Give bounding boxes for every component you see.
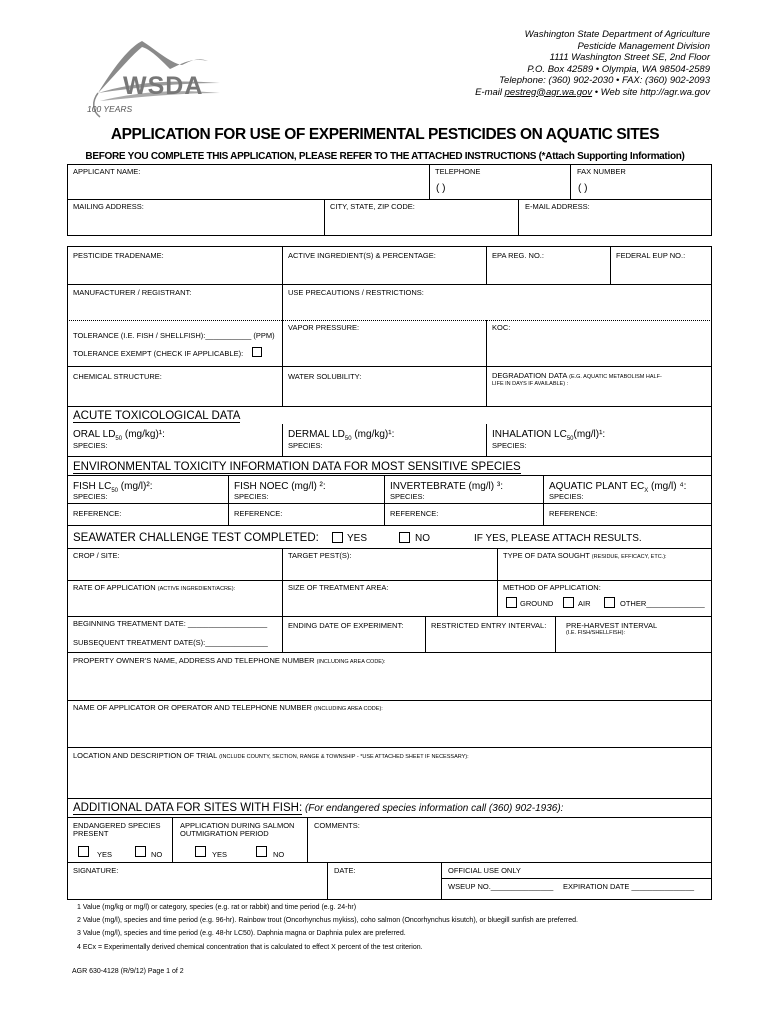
other-checkbox[interactable]: [604, 597, 615, 608]
type-data-label: [503, 551, 667, 562]
plant-reference-label: REFERENCE:: [549, 509, 598, 518]
reentry-label: RESTRICTED ENTRY INTERVAL:: [431, 621, 547, 630]
tolerance-exempt-checkbox[interactable]: [252, 347, 262, 357]
footnote-4: 4 ECx = Experimentally derived chemical concentration that is calculated to effect X percent of the test criterion.: [77, 944, 423, 951]
plant-unit: (mg/l) ⁴:: [648, 481, 687, 492]
during-label-1: APPLICATION DURING SALMON: [180, 821, 295, 830]
invert-reference-label: REFERENCE:: [390, 509, 439, 518]
seawater-no-label: NO: [415, 533, 430, 544]
air-label: AIR: [578, 599, 591, 608]
preharvest-label: PRE-HARVEST INTERVAL: [566, 621, 658, 630]
po-box: P.O. Box 42589 • Olympia, WA 98504-2589: [527, 63, 710, 75]
location-note: (INCLUDE COUNTY, SECTION, RANGE & TOWNSHIP - *USE ATTACHED SHEET IF NECESSARY):: [219, 754, 469, 760]
phone-fax: Telephone: (360) 902-2030 • FAX: (360) 902-2093: [499, 75, 710, 86]
ground-checkbox[interactable]: [506, 597, 517, 608]
footnote-1: 1 Value (mg/kg or mg/l) or category, species (e.g. rat or rabbit) and time period (e.g. 24-hr): [77, 904, 357, 911]
pesticide-tradename-label: PESTICIDE TRADENAME:: [73, 251, 164, 260]
subsequent-date-label: SUBSEQUENT TREATMENT DATE(S):_______________: [73, 638, 268, 647]
city-state-zip-label: CITY, STATE, ZIP CODE:: [330, 202, 415, 211]
degradation-note: (E.G. AQUATIC METABOLISM HALF-: [569, 374, 662, 380]
epa-reg-label: EPA REG. NO.:: [492, 251, 544, 260]
plant-label: AQUATIC PLANT EC: [549, 481, 645, 492]
fish-section-heading: [73, 802, 563, 815]
oral-unit: (mg/kg)¹:: [122, 429, 165, 440]
applicant-name-label: APPLICANT NAME:: [73, 167, 141, 176]
fax-field[interactable]: ( ): [578, 183, 588, 194]
oral-species-label: SPECIES:: [73, 441, 108, 450]
email-prefix: E-mail: [475, 86, 505, 98]
wseup-label: WSEUP NO._______________: [448, 882, 554, 891]
owner-text: PROPERTY OWNER'S NAME, ADDRESS AND TELEPHONE NUMBER: [73, 656, 315, 665]
dermal-species-label: SPECIES:: [288, 441, 323, 450]
koc-label: KOC:: [492, 323, 511, 332]
logo-text: WSDA: [123, 72, 204, 100]
signature-label: SIGNATURE:: [73, 866, 119, 875]
beginning-date-label: BEGINNING TREATMENT DATE: ___________________: [73, 619, 268, 628]
inhal-label: INHALATION LC: [492, 429, 567, 440]
seawater-yes-label: YES: [347, 533, 368, 544]
location-label: [73, 751, 469, 762]
endangered-label-1: ENDANGERED SPECIES: [73, 821, 161, 830]
applicator-text: NAME OF APPLICATOR OR OPERATOR AND TELEPHONE NUMBER: [73, 703, 312, 712]
owner-note: (INCLUDING AREA CODE):: [316, 659, 386, 665]
email-link[interactable]: pestreg@agr.wa.gov: [504, 86, 593, 98]
federal-eup-label: FEDERAL EUP NO.:: [616, 251, 686, 260]
plant-species-label: SPECIES:: [549, 492, 584, 501]
fish-unit: (mg/l)²:: [118, 481, 153, 492]
seawater-no-checkbox[interactable]: [399, 532, 410, 543]
ending-date-label: ENDING DATE OF EXPERIMENT:: [288, 621, 404, 630]
comments-label: COMMENTS:: [314, 821, 360, 830]
agency-name: Washington State Department of Agriculture: [524, 29, 710, 40]
degradation-note-2: LIFE IN DAYS IF AVAILABLE) :: [492, 381, 569, 387]
dermal-unit: (mg/kg)¹:: [351, 429, 395, 440]
plant-sub: X: [644, 488, 649, 494]
website: • Web site http://agr.wa.gov: [592, 86, 710, 98]
seawater-attach-note: IF YES, PLEASE ATTACH RESULTS.: [474, 533, 642, 544]
other-label: OTHER______________: [620, 599, 705, 608]
invertebrate-label: INVERTEBRATE (mg/l) ³:: [390, 481, 503, 492]
tolerance-label: TOLERANCE (I.E. FISH / SHELLFISH):___________ (PPM): [73, 331, 275, 340]
fish-heading-text: ADDITIONAL DATA FOR SITES WITH FISH:: [73, 802, 303, 814]
applicator-note: (INCLUDING AREA CODE):: [314, 706, 383, 712]
email-address-label: E-MAIL ADDRESS:: [525, 202, 590, 211]
acute-tox-heading: [73, 410, 240, 423]
endangered-no-checkbox[interactable]: [135, 846, 146, 857]
crop-site-label: CROP / SITE:: [73, 551, 120, 560]
rate-text: RATE OF APPLICATION: [73, 583, 156, 592]
fish-noec-label: FISH NOEC (mg/l) ²:: [234, 481, 326, 492]
salmon-no-label: NO: [273, 850, 285, 859]
ground-label: GROUND: [520, 599, 554, 608]
seawater-yes-checkbox[interactable]: [332, 532, 343, 543]
seawater-label: SEAWATER CHALLENGE TEST COMPLETED:: [73, 532, 319, 544]
property-owner-label: [73, 656, 385, 667]
use-precautions-label: USE PRECAUTIONS / RESTRICTIONS:: [288, 288, 424, 297]
env-tox-heading-text: ENVIRONMENTAL TOXICITY INFORMATION DATA FOR MOST SENSITIVE SPECIES: [73, 461, 521, 473]
dermal-sub: 50: [344, 436, 352, 442]
official-use-label: OFFICIAL USE ONLY: [448, 866, 521, 875]
telephone-label: TELEPHONE: [435, 167, 481, 176]
fish-heading-note: (For endangered species information call (360) 902-1936):: [302, 803, 564, 814]
telephone-field[interactable]: ( ): [436, 183, 446, 194]
date-label: DATE:: [334, 866, 356, 875]
fish-reference-label: REFERENCE:: [73, 509, 122, 518]
email-web-line: [475, 87, 710, 99]
fish-sub: 50: [111, 488, 119, 494]
oral-label: ORAL LD: [73, 429, 116, 440]
active-ingredient-label: ACTIVE INGREDIENT(S) & PERCENTAGE:: [288, 251, 436, 260]
type-data-text: TYPE OF DATA SOUGHT: [503, 551, 590, 560]
water-solubility-label: WATER SOLUBILITY:: [288, 372, 362, 381]
type-data-note: (RESIDUE, EFFICACY, ETC.):: [591, 554, 667, 560]
form-title: APPLICATION FOR USE OF EXPERIMENTAL PESTICIDES ON AQUATIC SITES: [110, 126, 660, 143]
acute-tox-heading-text: ACUTE TOXICOLOGICAL DATA: [73, 410, 241, 422]
agency-address: [475, 29, 710, 98]
inhal-sub: 50: [566, 436, 574, 442]
manufacturer-label: MANUFACTURER / REGISTRANT:: [73, 288, 192, 297]
inhal-unit: (mg/l)¹:: [573, 429, 606, 440]
fax-label: FAX NUMBER: [577, 167, 626, 176]
rate-application-label: [73, 583, 235, 594]
oral-sub: 50: [115, 436, 123, 442]
logo-years: 100 YEARS: [87, 104, 133, 114]
street-address: 1111 Washington Street SE, 2nd Floor: [549, 52, 710, 63]
during-label-2: OUTMIGRATION PERIOD: [180, 829, 269, 838]
division-name: Pesticide Management Division: [577, 40, 710, 52]
footnote-2: 2 Value (mg/l), species and time period (e.g. 96-hr). Rainbow trout (Oncorhynchus mykiss), coho salmon (Oncorhynchus kisutch), or bluegill sunfish are preferred.: [77, 917, 578, 924]
endangered-yes-label: YES: [97, 850, 113, 859]
invert-species-label: SPECIES:: [390, 492, 425, 501]
fish-label: FISH LC: [73, 481, 112, 492]
expiration-label: EXPIRATION DATE _______________: [563, 882, 695, 891]
method-application-label: METHOD OF APPLICATION:: [503, 583, 601, 592]
chemical-structure-label: CHEMICAL STRUCTURE:: [73, 372, 162, 381]
rate-note: (ACTIVE INGREDIENT/ACRE):: [157, 586, 236, 592]
form-subtitle: BEFORE YOU COMPLETE THIS APPLICATION, PLEASE REFER TO THE ATTACHED INSTRUCTIONS (*Attach Supporting Information): [85, 151, 685, 162]
vapor-pressure-label: VAPOR PRESSURE:: [288, 323, 360, 332]
tolerance-exempt-label: TOLERANCE EXEMPT (CHECK IF APPLICABLE):: [73, 349, 244, 358]
env-tox-heading: [73, 461, 521, 474]
target-pest-label: TARGET PEST(S):: [288, 551, 352, 560]
inhal-species-label: SPECIES:: [492, 441, 527, 450]
preharvest-note: (I.E. FISH/SHELLFISH):: [566, 630, 625, 636]
location-text: LOCATION AND DESCRIPTION OF TRIAL: [73, 751, 218, 760]
endangered-label-2: PRESENT: [73, 829, 109, 838]
salmon-yes-label: YES: [212, 850, 228, 859]
salmon-yes-checkbox[interactable]: [195, 846, 206, 857]
dermal-label: DERMAL LD: [288, 429, 345, 440]
applicator-label: [73, 703, 383, 714]
noec-species-label: SPECIES:: [234, 492, 269, 501]
footnote-3: 3 Value (mg/l), species and time period (e.g. 48-hr LC50). Daphnia magna or Daphnia pulex are preferred.: [77, 930, 406, 937]
salmon-no-checkbox[interactable]: [256, 846, 267, 857]
degradation-text: DEGRADATION DATA: [492, 371, 568, 380]
air-checkbox[interactable]: [563, 597, 574, 608]
endangered-yes-checkbox[interactable]: [78, 846, 89, 857]
endangered-no-label: NO: [151, 850, 163, 859]
noec-reference-label: REFERENCE:: [234, 509, 283, 518]
mailing-address-label: MAILING ADDRESS:: [73, 202, 144, 211]
form-id: AGR 630-4128 (R/9/12) Page 1 of 2: [72, 968, 184, 975]
fish-species-label: SPECIES:: [73, 492, 108, 501]
size-area-label: SIZE OF TREATMENT AREA:: [288, 583, 389, 592]
